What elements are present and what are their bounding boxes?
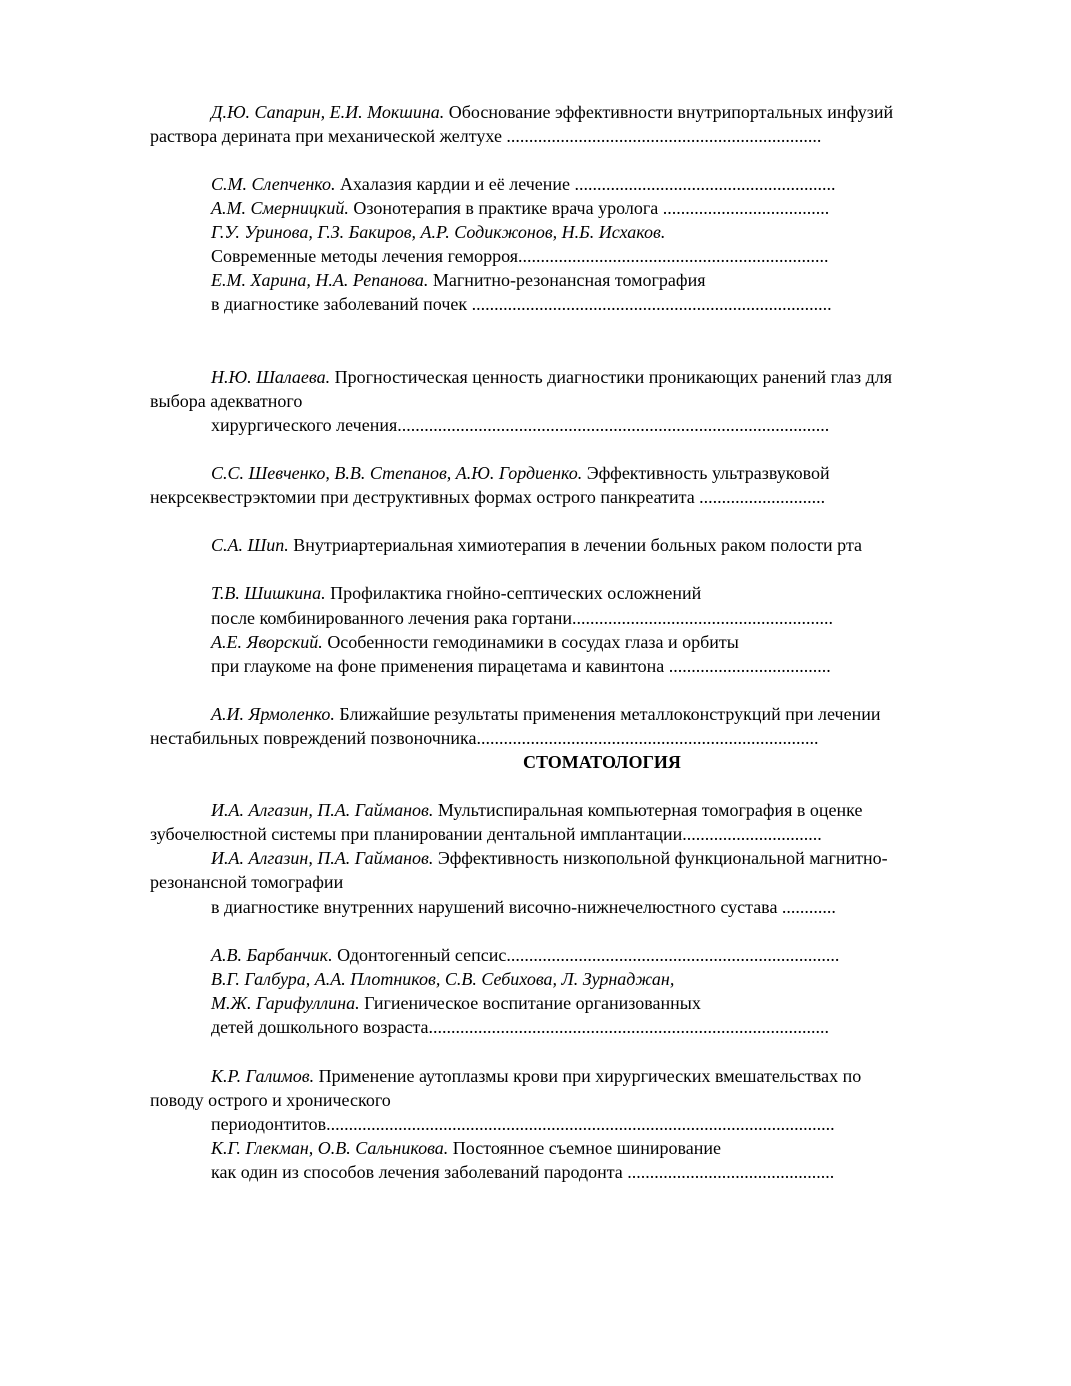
- authors-text: А.Е. Яворский.: [211, 632, 323, 652]
- toc-line: [211, 944, 839, 966]
- toc-line: [211, 366, 892, 388]
- toc-line: [211, 293, 832, 315]
- section-heading: [523, 751, 681, 773]
- toc-line: [211, 968, 674, 990]
- toc-line: [150, 727, 819, 749]
- title-text: хирургического лечения................................................................................................: [211, 415, 830, 435]
- toc-line: [211, 245, 829, 267]
- authors-text: И.А. Алгазин, П.А. Гайманов.: [211, 848, 434, 868]
- toc-line: [211, 173, 836, 195]
- authors-text: И.А. Алгазин, П.А. Гайманов.: [211, 800, 434, 820]
- toc-line: [211, 462, 830, 484]
- title-text: Эффективность ультразвуковой: [582, 463, 830, 483]
- authors-text: Н.Ю. Шалаева.: [211, 367, 331, 387]
- title-text: Внутриартериальная химиотерапия в лечении больных раком полости рта: [288, 535, 863, 555]
- toc-line: [211, 607, 833, 629]
- authors-text: С.А. Шип.: [211, 535, 289, 555]
- title-text: Постоянное съемное шинирование: [448, 1138, 722, 1158]
- title-text: Озонотерапия в практике врача уролога .....................................: [348, 198, 830, 218]
- title-text: в диагностике заболеваний почек ................................................................................: [211, 294, 832, 314]
- title-text: Профилактика гнойно-септических осложнений: [325, 583, 702, 603]
- toc-line: [211, 1065, 861, 1087]
- title-text: Прогностическая ценность диагностики проникающих ранений глаз для: [330, 367, 893, 387]
- title-text: Гигиеническое воспитание организованных: [359, 993, 701, 1013]
- toc-line: [211, 631, 739, 653]
- toc-line: [211, 992, 701, 1014]
- authors-text: Е.М. Харина, Н.А. Репанова.: [211, 270, 429, 290]
- toc-line: [211, 582, 701, 604]
- heading-text: СТОМАТОЛОГИЯ: [523, 752, 681, 772]
- title-text: при глаукоме на фоне применения пирацетама и кавинтона ....................................: [211, 656, 831, 676]
- toc-line: [150, 1089, 391, 1111]
- authors-text: Т.В. Шишкина.: [211, 583, 326, 603]
- toc-line: [211, 799, 862, 821]
- title-text: Ближайшие результаты применения металлоконструкций при лечении: [334, 704, 881, 724]
- title-text: зубочелюстной системы при планировании дентальной имплантации...............................: [150, 824, 822, 844]
- toc-line: [150, 823, 822, 845]
- title-text: детей дошкольного возраста.........................................................................................: [211, 1017, 830, 1037]
- toc-line: [211, 534, 862, 556]
- toc-line: [211, 1137, 721, 1159]
- title-text: Современные методы лечения геморроя.....................................................................: [211, 246, 829, 266]
- authors-text: М.Ж. Гарифуллина.: [211, 993, 360, 1013]
- authors-text: А.М. Смерницкий.: [211, 198, 349, 218]
- title-text: раствора дерината при механической желтухе ......................................................................: [150, 126, 822, 146]
- title-text: выбора адекватного: [150, 391, 303, 411]
- title-text: Особенности гемодинамики в сосудах глаза и орбиты: [322, 632, 739, 652]
- title-text: Ахалазия кардии и её лечение ..........................................................: [335, 174, 836, 194]
- title-text: Магнитно-резонансная томография: [428, 270, 706, 290]
- toc-line: [211, 197, 829, 219]
- toc-line: [211, 414, 829, 436]
- title-text: резонансной томографии: [150, 872, 344, 892]
- title-text: как один из способов лечения заболеваний пародонта ..............................................: [211, 1162, 835, 1182]
- title-text: Обоснование эффективности внутрипортальных инфузий: [444, 102, 894, 122]
- authors-text: Д.Ю. Сапарин, Е.И. Мокшина.: [211, 102, 445, 122]
- toc-line: [150, 390, 302, 412]
- authors-text: К.Г. Глекман, О.В. Сальникова.: [211, 1138, 449, 1158]
- toc-line: [150, 871, 343, 893]
- title-text: периодонтитов.................................................................................................................: [211, 1114, 835, 1134]
- toc-line: [211, 101, 893, 123]
- authors-text: С.М. Слепченко.: [211, 174, 336, 194]
- title-text: поводу острого и хронического: [150, 1090, 391, 1110]
- toc-line: [211, 1161, 834, 1183]
- authors-text: С.С. Шевченко, В.В. Степанов, А.Ю. Гордиенко.: [211, 463, 583, 483]
- title-text: Эффективность низкопольной функциональной магнитно-: [433, 848, 888, 868]
- title-text: после комбинированного лечения рака гортани..........................................................: [211, 608, 834, 628]
- toc-line: [211, 655, 831, 677]
- authors-text: Г.У. Уринова, Г.З. Бакиров, А.Р. Содикжонов, Н.Б. Исхаков.: [211, 222, 666, 242]
- toc-line: [211, 1113, 835, 1135]
- toc-line: [211, 1016, 829, 1038]
- toc-line: [211, 703, 880, 725]
- title-text: нестабильных повреждений позвоночника............................................................................: [150, 728, 819, 748]
- authors-text: В.Г. Галбура, А.А. Плотников, С.В. Себихова, Л. Зурнаджан,: [211, 969, 675, 989]
- authors-text: К.Р. Галимов.: [211, 1066, 315, 1086]
- toc-line: [150, 486, 825, 508]
- title-text: Применение аутоплазмы крови при хирургических вмешательствах по: [314, 1066, 862, 1086]
- title-text: Одонтогенный сепсис..........................................................................: [332, 945, 840, 965]
- toc-line: [150, 125, 821, 147]
- title-text: в диагностике внутренних нарушений височно-нижнечелюстного сустава ............: [211, 897, 836, 917]
- title-text: некрсеквестрэктомии при деструктивных формах острого панкреатита ............................: [150, 487, 826, 507]
- toc-line: [211, 896, 836, 918]
- toc-line: [211, 847, 888, 869]
- title-text: Мультиспиральная компьютерная томография в оценке: [433, 800, 863, 820]
- authors-text: А.И. Ярмоленко.: [211, 704, 335, 724]
- toc-line: [211, 269, 706, 291]
- authors-text: А.В. Барбанчик.: [211, 945, 333, 965]
- toc-line: [211, 221, 665, 243]
